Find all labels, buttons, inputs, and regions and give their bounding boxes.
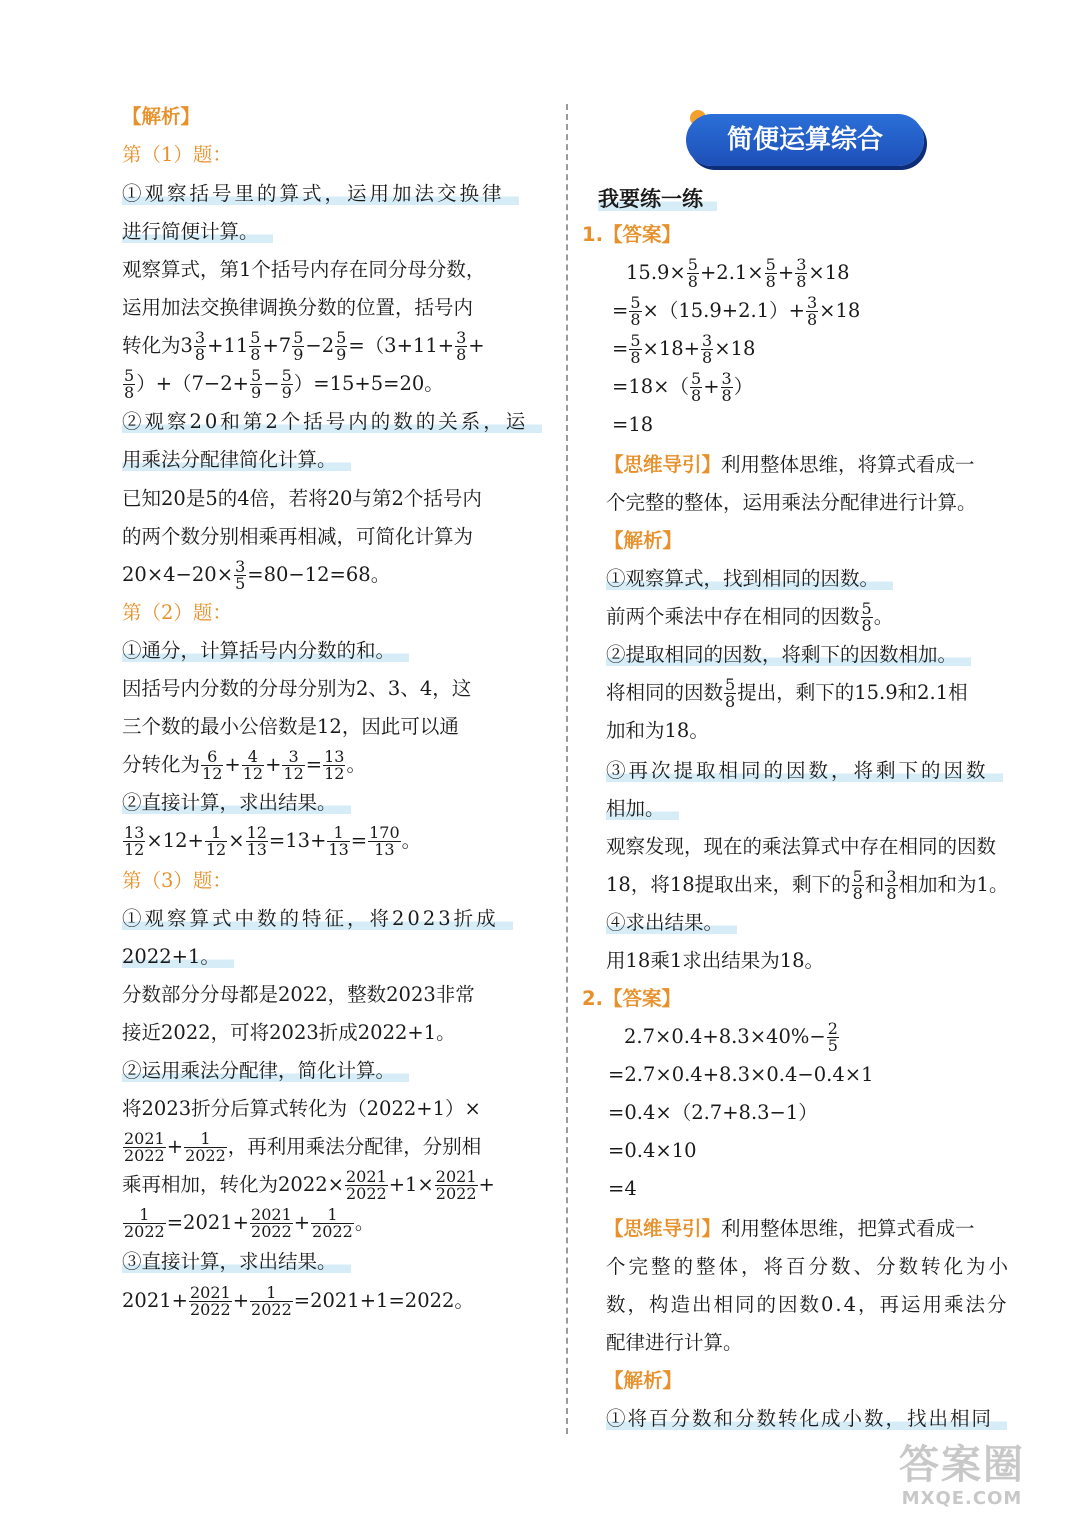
section-banner: 简便运算综合 — [686, 114, 924, 166]
fraction: $\frac{5}{8}$ — [250, 328, 261, 364]
fraction: $\frac{5}{8}$ — [687, 255, 698, 291]
fraction: $\frac{5}{8}$ — [852, 867, 863, 903]
q3-step3: ③直接计算，求出结果。 — [122, 1243, 550, 1281]
p1-step3-line1: ③再次提取相同的因数，将剩下的因数 — [606, 752, 1034, 790]
fraction: $\frac{5}{9}$ — [293, 328, 304, 364]
fraction: $\frac{2021}{2022}$ — [345, 1167, 387, 1203]
fraction: $\frac{5}{8}$ — [124, 366, 135, 402]
fraction: $\frac{5}{8}$ — [630, 293, 641, 329]
q1-text2-line3: 20×4−20× $\frac{3}{5}$ =80−12=68。 — [122, 557, 391, 593]
p1-eq-line2: = $\frac{5}{8}$ ×（15.9+2.1）+ $\frac{3}{8}$ ×18 — [612, 293, 861, 329]
p1-thinking-line1: 【思维导引】利用整体思维，将算式看成一 — [604, 453, 975, 476]
fraction: $\frac{1}{2022}$ — [185, 1129, 226, 1165]
p1-eq-line3: = $\frac{5}{8}$ ×18+ $\frac{3}{8}$ ×18 — [612, 331, 756, 367]
fraction: $\frac{5}{8}$ — [691, 369, 702, 405]
q2-text1-line2: 三个数的最小公倍数是12，因此可以通 — [122, 715, 459, 738]
q2-text1-line1: 因括号内分数的分母分别为2、3、4，这 — [122, 677, 472, 700]
fraction: $\frac{12}{13}$ — [246, 823, 267, 859]
watermark-logo: 答案圈 MXQE.COM — [899, 1442, 1025, 1509]
fraction: $\frac{1}{2022}$ — [312, 1205, 353, 1241]
fraction: $\frac{5}{9}$ — [336, 328, 347, 364]
q3-text1-line2: 接近2022，可将2023折成2022+1。 — [122, 1021, 456, 1044]
fraction: $\frac{3}{8}$ — [806, 293, 818, 329]
q1-step2-line1: ②观察20和第2个括号内的数的关系，运 — [122, 403, 550, 441]
p2-eq-line3: =0.4×（2.7+8.3−1） — [608, 1101, 818, 1124]
fraction: $\frac{3}{8}$ — [796, 255, 807, 291]
p2-thinking-line3: 数，构造出相同的因数0.4，再运用乘法分 — [606, 1293, 1009, 1316]
p1-step2: ②提取相同的因数，将剩下的因数相加。 — [606, 636, 1034, 674]
p2-eq-line5: =4 — [608, 1177, 637, 1200]
p2-eq-line2: =2.7×0.4+8.3×0.4−0.4×1 — [608, 1063, 874, 1086]
p1-step4: ④求出结果。 — [606, 904, 1034, 942]
q3-text2-line3: 乘再相加，转化为2022× $\frac{2021}{2022}$ +1× $\frac{2021}{2022}$ + — [122, 1167, 495, 1203]
fraction: $\frac{3}{8}$ — [721, 369, 732, 405]
fraction: $\frac{3}{8}$ — [702, 331, 713, 367]
fraction: $\frac{3}{8}$ — [456, 328, 467, 364]
fraction: $\frac{2021}{2022}$ — [124, 1129, 165, 1165]
q3-text2-line4: $\frac{1}{2022}$ =2021+ $\frac{2021}{2022}$ + $\frac{1}{2022}$ 。 — [124, 1205, 375, 1241]
p2-eq-line4: =0.4×10 — [608, 1139, 697, 1162]
p2-thinking-line4: 配律进行计算。 — [606, 1331, 743, 1354]
fraction: $\frac{1}{2022}$ — [251, 1283, 292, 1319]
p1-eq-line4: =18×（ $\frac{5}{8}$ + $\frac{3}{8}$ ） — [612, 369, 754, 405]
q3-text2-line2: $\frac{2021}{2022}$ + $\frac{1}{2022}$ ，再利用乘法分配律，分别相 — [124, 1129, 482, 1165]
p1-analysis-tag: 【解析】 — [604, 529, 683, 552]
q2-step1: ①通分，计算括号内分数的和。 — [122, 632, 550, 670]
q1-step1-line2: 进行简便计算。 — [122, 213, 550, 251]
p1-text3-line1: 观察发现，现在的乘法算式中存在相同的因数 — [606, 835, 997, 858]
q3-step1-line1: ①观察算式中数的特征，将2023折成 — [122, 900, 550, 938]
fraction: $\frac{170}{13}$ — [369, 823, 400, 859]
p1-text3-line2: 18，将18提取出来，剩下的 $\frac{5}{8}$ 和 $\frac{3}{8}$ 相加和为1。 — [606, 867, 1009, 903]
fraction: $\frac{13}{12}$ — [324, 747, 345, 783]
fraction: $\frac{2021}{2022}$ — [435, 1167, 477, 1203]
q3-step1-line2: 2022+1。 — [122, 938, 550, 976]
q3-calc: 2021+ $\frac{2021}{2022}$ + $\frac{1}{2022}$ =2021+1=2022。 — [122, 1283, 474, 1319]
column-divider — [566, 104, 568, 1434]
fraction: $\frac{1}{12}$ — [205, 823, 227, 859]
fraction: $\frac{2}{5}$ — [827, 1019, 838, 1055]
p1-text4: 用18乘1求出结果为18。 — [606, 949, 825, 972]
q1-title: 第（1）题： — [122, 143, 232, 166]
fraction: $\frac{5}{9}$ — [281, 366, 292, 402]
p1-eq-line1: 15.9× $\frac{5}{8}$ +2.1× $\frac{5}{8}$ + $\frac{3}{8}$ ×18 — [626, 255, 850, 291]
fraction: $\frac{3}{8}$ — [886, 867, 897, 903]
p1-text1: 前两个乘法中存在相同的因数 $\frac{5}{8}$ 。 — [606, 599, 894, 635]
p2-analysis-tag: 【解析】 — [604, 1369, 683, 1392]
fraction: $\frac{4}{12}$ — [242, 747, 264, 783]
q1-text1-line1: 观察算式，第1个括号内存在同分母分数， — [122, 258, 486, 281]
q3-text2-line1: 将2023折分后算式转化为（2022+1）× — [122, 1097, 481, 1120]
q1-text1-line3: 转化为3 $\frac{3}{8}$ +11 $\frac{5}{8}$ +7 $\frac{5}{9}$ −2 $\frac{5}{9}$ =（3+11+ $\frac{3}{8}$ + — [122, 328, 485, 364]
p1-step3-line2: 相加。 — [606, 790, 1034, 828]
p2-step1: ①将百分数和分数转化成小数，找出相同 — [606, 1400, 1034, 1438]
fraction: $\frac{5}{8}$ — [725, 675, 736, 711]
q2-calc: $\frac{13}{12}$ ×12+ $\frac{1}{12}$ × $\frac{12}{13}$ =13+ $\frac{1}{13}$ = $\frac{170}{13}$ 。 — [124, 823, 422, 859]
fraction: $\frac{3}{5}$ — [235, 557, 246, 593]
fraction: $\frac{5}{8}$ — [765, 255, 776, 291]
q1-text1-line2: 运用加法交换律调换分数的位置，括号内 — [122, 296, 474, 319]
fraction: $\frac{2021}{2022}$ — [251, 1205, 292, 1241]
q3-title: 第（3）题： — [122, 869, 232, 892]
problem1-header: 1.【答案】 — [582, 223, 681, 246]
fraction: $\frac{13}{12}$ — [124, 823, 145, 859]
q1-step1-line1: ①观察括号里的算式，运用加法交换律 — [122, 175, 550, 213]
p1-thinking-line2: 个完整的整体，运用乘法分配律进行计算。 — [606, 491, 977, 514]
q1-step2-line2: 用乘法分配律简化计算。 — [122, 441, 550, 479]
q3-step2: ②运用乘法分配律，简化计算。 — [122, 1052, 550, 1090]
p1-step1: ①观察算式，找到相同的因数。 — [606, 560, 1034, 598]
q1-text1-line4: $\frac{5}{8}$ ）+（7−2+ $\frac{5}{9}$ − $\frac{5}{9}$ ）=15+5=20。 — [124, 366, 444, 402]
q2-step2: ②直接计算，求出结果。 — [122, 784, 550, 822]
p1-eq-line5: =18 — [612, 413, 654, 436]
fraction: $\frac{5}{9}$ — [251, 366, 262, 402]
p1-text2-line2: 加和为18。 — [606, 719, 709, 742]
practice-heading: 我要练一练 — [598, 182, 717, 216]
p1-text2-line1: 将相同的因数 $\frac{5}{8}$ 提出，剩下的15.9和2.1相 — [606, 675, 968, 711]
q1-text2-line1: 已知20是5的4倍，若将20与第2个括号内 — [122, 487, 482, 510]
fraction: $\frac{1}{2022}$ — [124, 1205, 165, 1241]
q2-text1-line3: 分转化为 $\frac{6}{12}$ + $\frac{4}{12}$ + $\frac{3}{12}$ = $\frac{13}{12}$ 。 — [122, 747, 366, 783]
fraction: $\frac{3}{12}$ — [283, 747, 304, 783]
p2-eq-line1: 2.7×0.4+8.3×40%− $\frac{2}{5}$ — [624, 1019, 838, 1055]
fraction: $\frac{5}{8}$ — [861, 599, 872, 635]
analysis-tag: 【解析】 — [122, 105, 201, 128]
fraction: $\frac{6}{12}$ — [202, 747, 223, 783]
q3-text1-line1: 分数部分分母都是2022，整数2023非常 — [122, 983, 475, 1006]
p2-thinking-line2: 个完整的整体，将百分数、分数转化为小 — [606, 1255, 1012, 1278]
fraction: $\frac{5}{8}$ — [630, 331, 641, 367]
q1-text2-line2: 的两个数分别相乘再相减，可简化计算为 — [122, 525, 474, 548]
fraction: $\frac{2021}{2022}$ — [189, 1283, 231, 1319]
fraction: $\frac{3}{8}$ — [194, 328, 206, 364]
problem2-header: 2.【答案】 — [582, 987, 681, 1010]
q2-title: 第（2）题： — [122, 601, 232, 624]
p2-thinking-line1: 【思维导引】利用整体思维，把算式看成一 — [604, 1217, 975, 1240]
fraction: $\frac{1}{13}$ — [328, 823, 349, 859]
